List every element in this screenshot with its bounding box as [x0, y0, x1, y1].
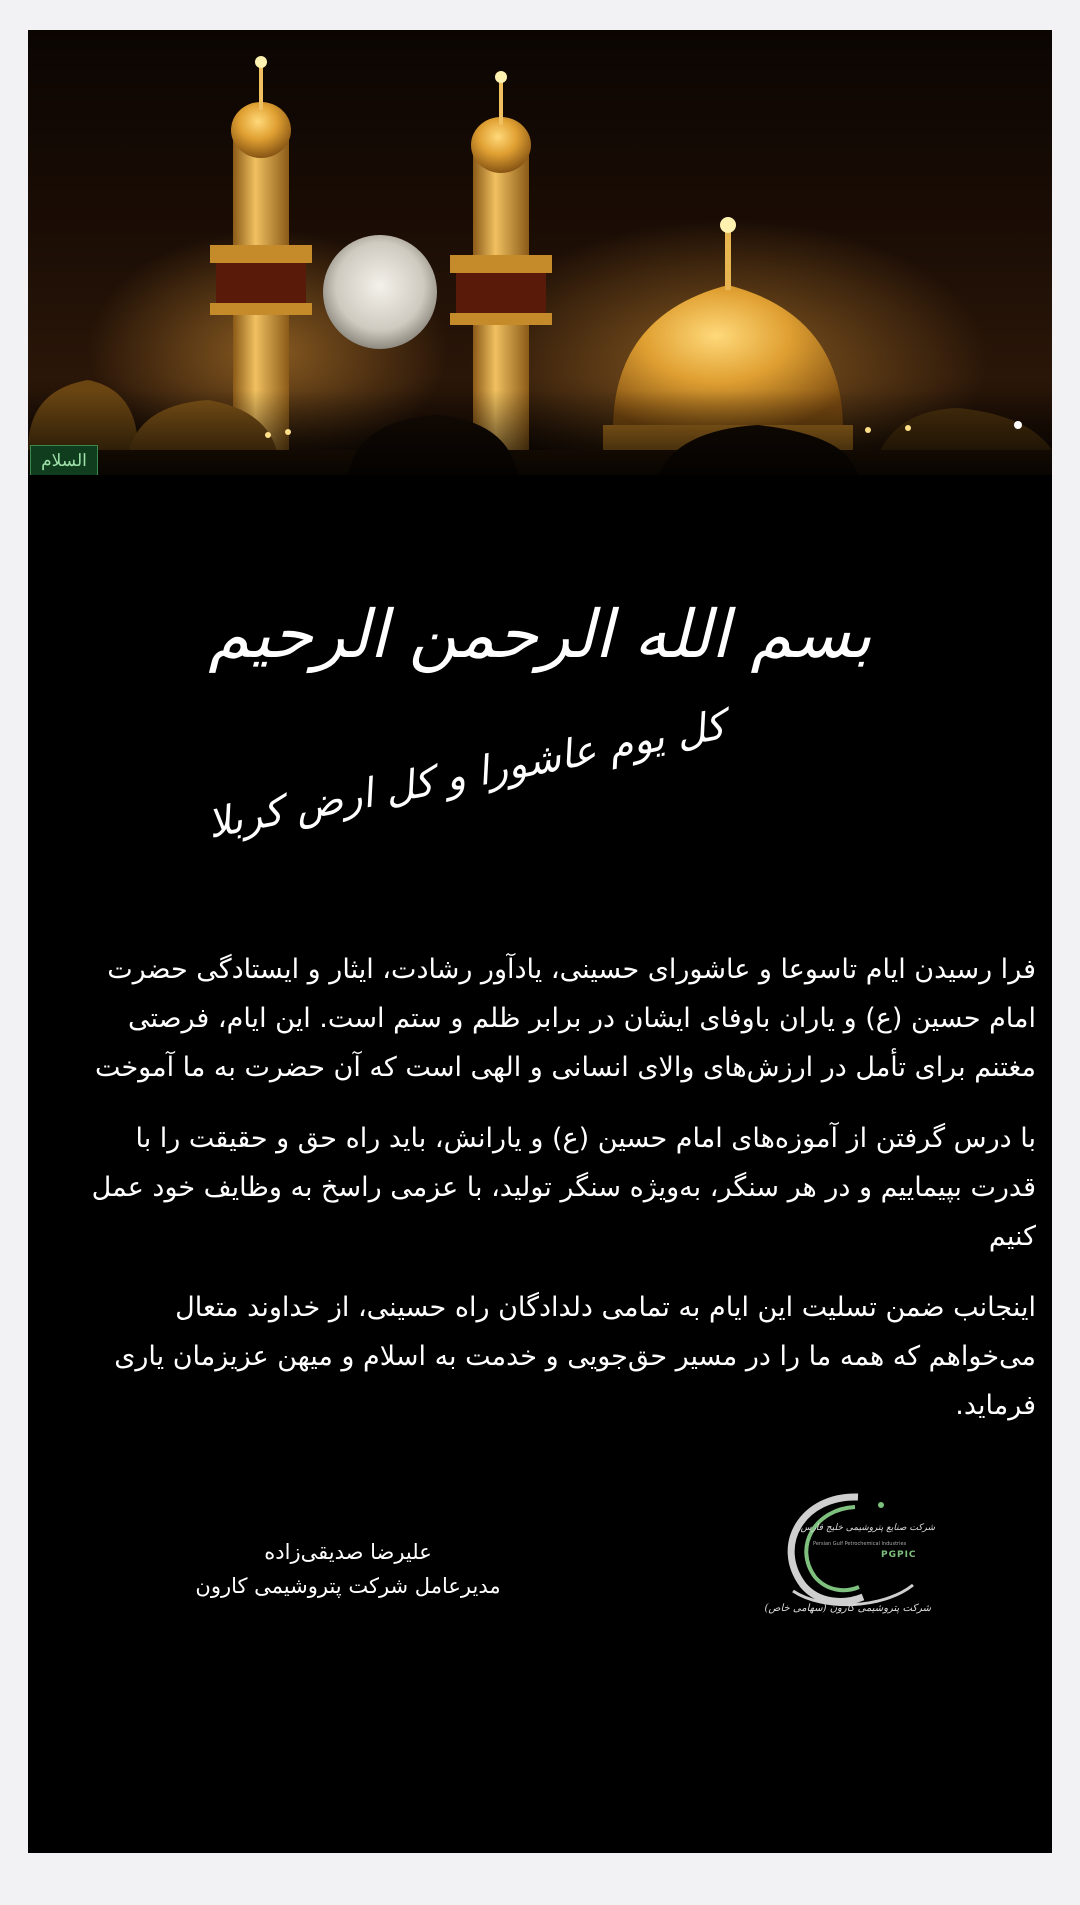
- moon: [323, 235, 437, 349]
- slogan-calligraphy: کل یوم عاشورا و کل ارض کربلا: [203, 702, 729, 848]
- logo-abbreviation: PGPIC: [881, 1550, 917, 1560]
- signature-title: مدیرعامل شرکت پتروشیمی کارون: [195, 1574, 501, 1598]
- message-body: [90, 945, 1036, 1452]
- shrine-sign: السلام: [30, 445, 98, 475]
- signature-block: [128, 1535, 568, 1603]
- logo-subsidiary-name: شرکت پتروشیمی کارون (سهامی خاص): [764, 1603, 931, 1614]
- message-paragraph: با درس گرفتن از آموزه‌های امام حسین (ع) و یارانش، باید راه حق و حقیقت را با قدرت بپیماییم و در هر سنگر، به‌ویژه سنگر تولید، با عزمی راسخ به وظایف خود عمل کنیم: [91, 1123, 1036, 1252]
- shrine-illustration: [28, 30, 1052, 475]
- shrine-photo: [28, 30, 1052, 475]
- basmala-calligraphy: بسم الله الرحمن الرحیم: [208, 596, 872, 673]
- logo-company-name: شرکت صنایع پتروشیمی خلیج فارس: [800, 1523, 935, 1533]
- condolence-card: [28, 30, 1052, 1853]
- message-paragraph: اینجانب ضمن تسلیت این ایام به تمامی دلدادگان راه حسینی، از خداوند متعال می‌خواهم که همه ما را در مسیر حق‌جویی و خدمت به اسلام و میهن عزیزمان یاری فرماید.: [114, 1292, 1036, 1421]
- logo-english-name: Persian Gulf Petrochemical Industries: [813, 1541, 907, 1547]
- company-logo: [763, 1485, 943, 1635]
- signature-name: علیرضا صدیقی‌زاده: [264, 1540, 432, 1564]
- message-paragraph: فرا رسیدن ایام تاسوعا و عاشورای حسینی، یادآور رشادت، ایثار و ایستادگی حضرت امام حسین (ع) و یاران باوفای ایشان در برابر ظلم و ستم است. این ایام، فرصتی مغتنم برای تأمل در ارزش‌های والای انسانی و الهی است که آن حضرت به ما آموخت: [94, 954, 1036, 1083]
